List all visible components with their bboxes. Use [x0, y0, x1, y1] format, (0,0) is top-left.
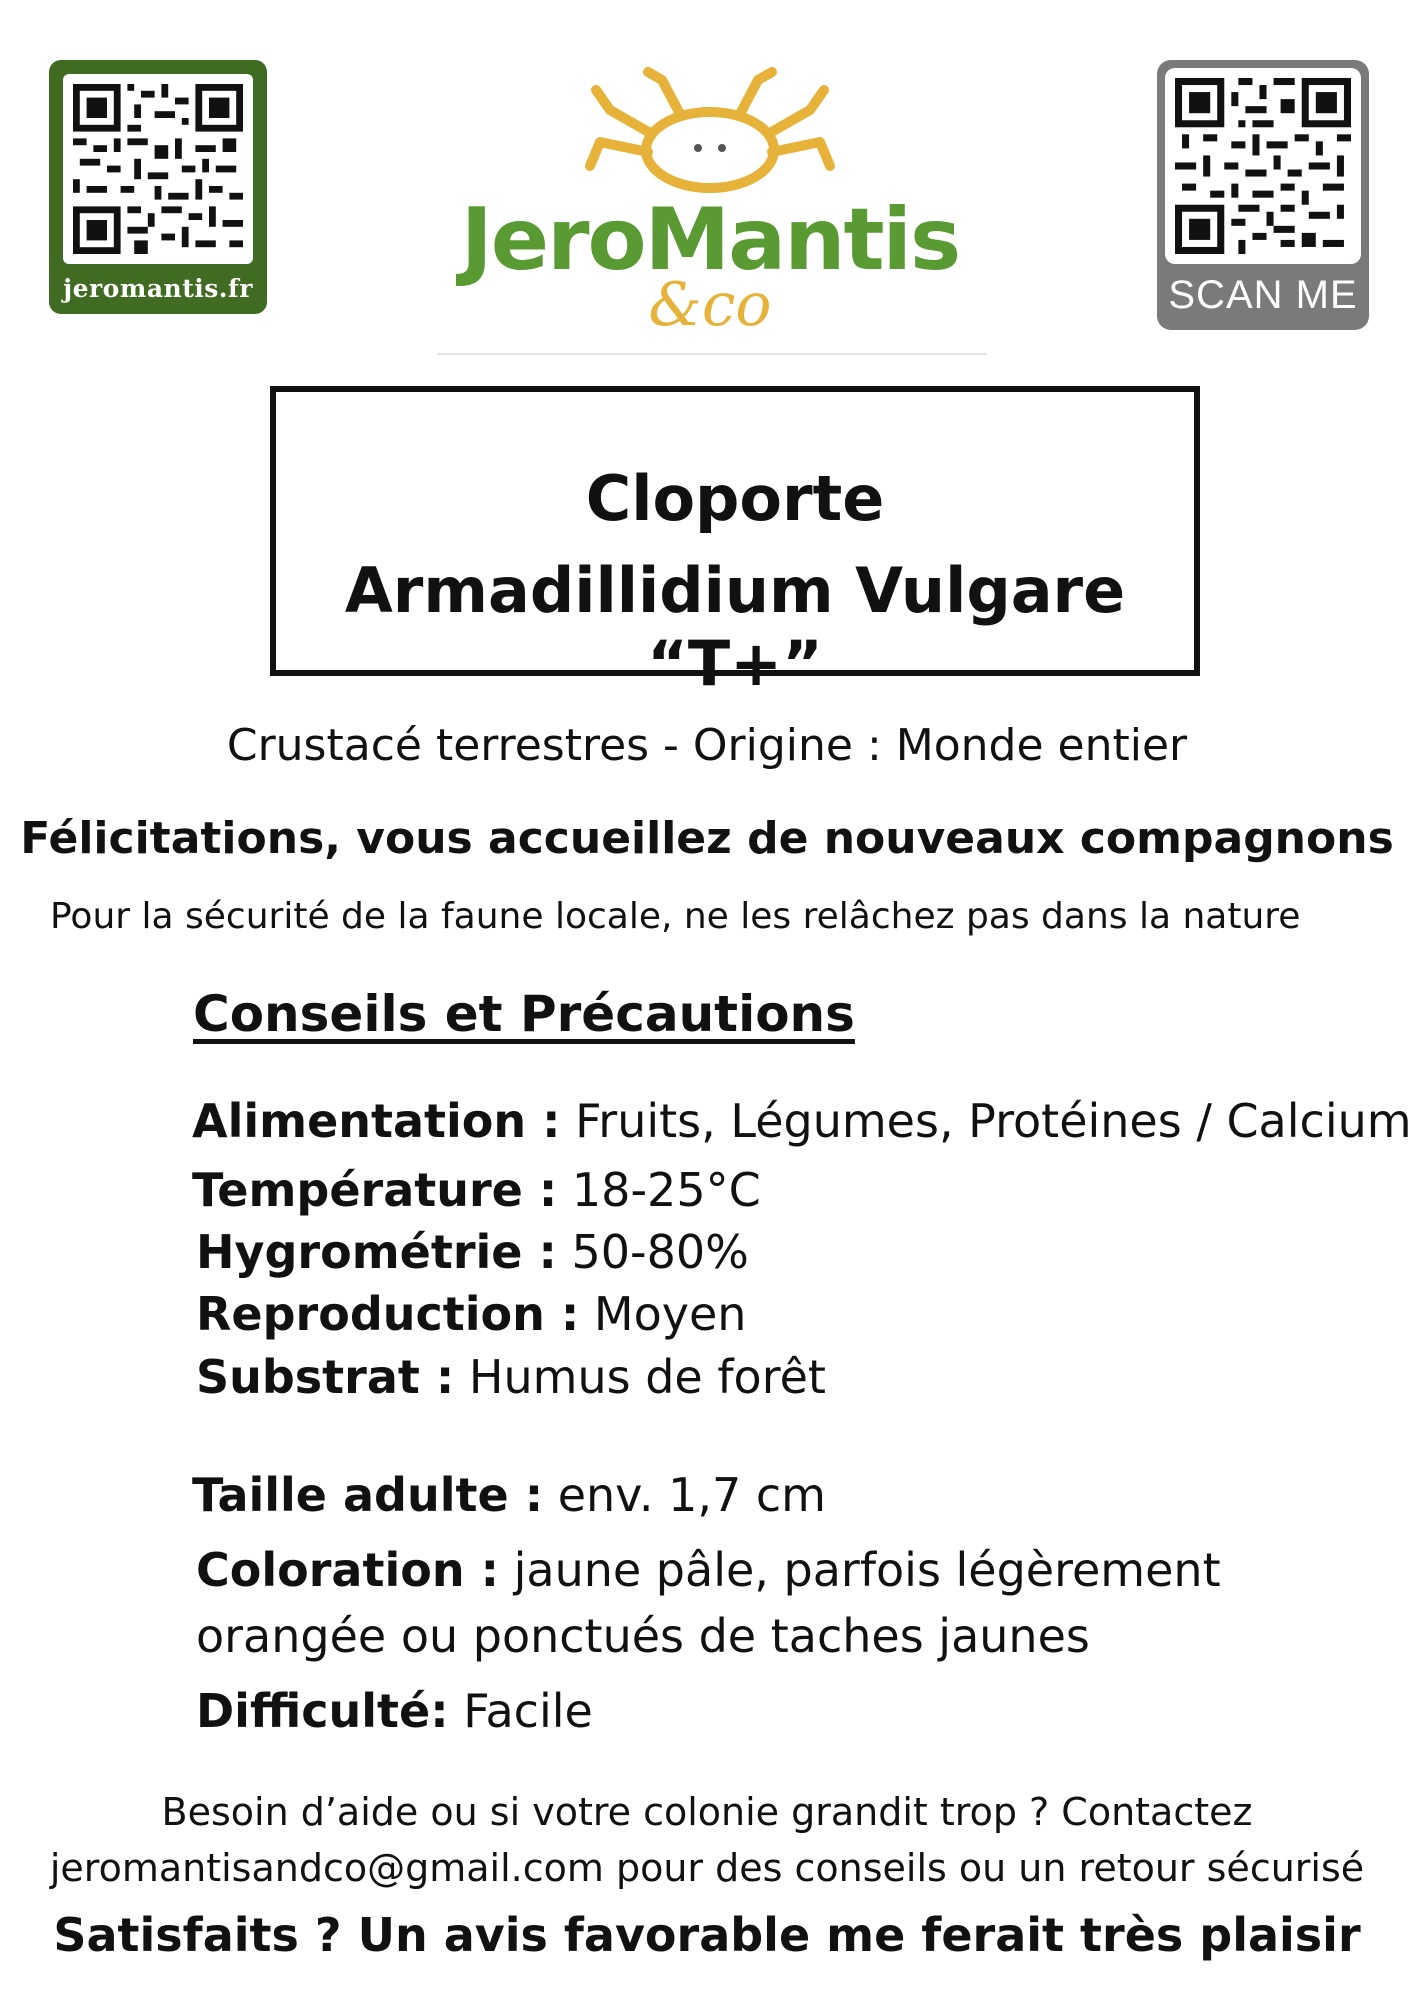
care-value: Humus de forêt — [454, 1350, 826, 1404]
care-value: Fruits, Légumes, Protéines / Calcium — [560, 1094, 1412, 1148]
species-scientific-name: Armadillidium Vulgare “T+” — [344, 554, 1126, 700]
trait-row-adult-size — [192, 1468, 826, 1522]
trait-row-coloration — [196, 1543, 1221, 1597]
care-label: Substrat : — [196, 1350, 455, 1404]
species-common-name: Cloporte — [585, 462, 885, 535]
section-heading-advice: Conseils et Précautions — [193, 985, 855, 1043]
qr-code-website[interactable] — [63, 74, 253, 264]
species-origin: Crustacé terrestres - Origine : Monde entier — [226, 720, 1188, 771]
care-row-substrate — [196, 1350, 826, 1404]
care-row-temperature — [192, 1163, 761, 1217]
trait-row-coloration-continued — [196, 1609, 1090, 1663]
trait-label: Coloration : — [196, 1543, 499, 1597]
trait-label: Difficulté: — [196, 1684, 449, 1738]
qr-code-scan-card[interactable] — [1157, 60, 1369, 330]
trait-value: jaune pâle, parfois légèrement — [498, 1543, 1221, 1597]
help-line-2: jeromantisandco@gmail.com pour des conseils ou un retour sécurisé — [49, 1846, 1365, 1890]
congratulations-heading: Félicitations, vous accueillez de nouveaux compagnons — [20, 813, 1394, 864]
care-value: 50-80% — [556, 1225, 749, 1279]
brand-logo-wordmark: JeroMantis — [460, 190, 960, 290]
care-row-reproduction — [196, 1287, 746, 1341]
help-line-1: Besoin d’aide ou si votre colonie grandit trop ? Contactez — [161, 1790, 1253, 1834]
trait-value-continued: orangée ou ponctués de taches jaunes — [196, 1609, 1090, 1663]
logo-divider — [437, 353, 987, 355]
review-request: Satisfaits ? Un avis favorable me ferait très plaisir — [53, 1908, 1361, 1962]
safety-notice: Pour la sécurité de la faune locale, ne les relâchez pas dans la nature — [50, 896, 1301, 937]
trait-value: Facile — [448, 1684, 593, 1738]
help-contact — [0, 1784, 1414, 1896]
care-label: Reproduction : — [196, 1287, 580, 1341]
care-label: Hygrométrie : — [196, 1225, 557, 1279]
qr-scan-caption: SCAN ME — [1168, 273, 1358, 317]
care-value: 18-25°C — [557, 1163, 761, 1217]
qr-website-caption: jeromantis.fr — [63, 274, 253, 303]
care-row-feeding — [192, 1094, 1412, 1148]
spider-logo-icon — [430, 50, 990, 200]
care-value: Moyen — [579, 1287, 747, 1341]
qr-code-website-card[interactable] — [49, 60, 267, 314]
trait-value: env. 1,7 cm — [543, 1468, 826, 1522]
care-label: Température : — [192, 1163, 558, 1217]
care-label: Alimentation : — [192, 1094, 561, 1148]
care-row-humidity — [196, 1225, 749, 1279]
trait-label: Taille adulte : — [192, 1468, 544, 1522]
brand-logo-suffix: &co — [648, 270, 772, 340]
qr-code-scan[interactable] — [1165, 68, 1361, 264]
brand-logo — [430, 50, 990, 360]
species-title-box — [270, 386, 1200, 700]
qr-code-pattern-icon — [73, 84, 243, 254]
qr-code-pattern-icon — [1175, 78, 1351, 254]
trait-row-difficulty — [196, 1684, 593, 1738]
